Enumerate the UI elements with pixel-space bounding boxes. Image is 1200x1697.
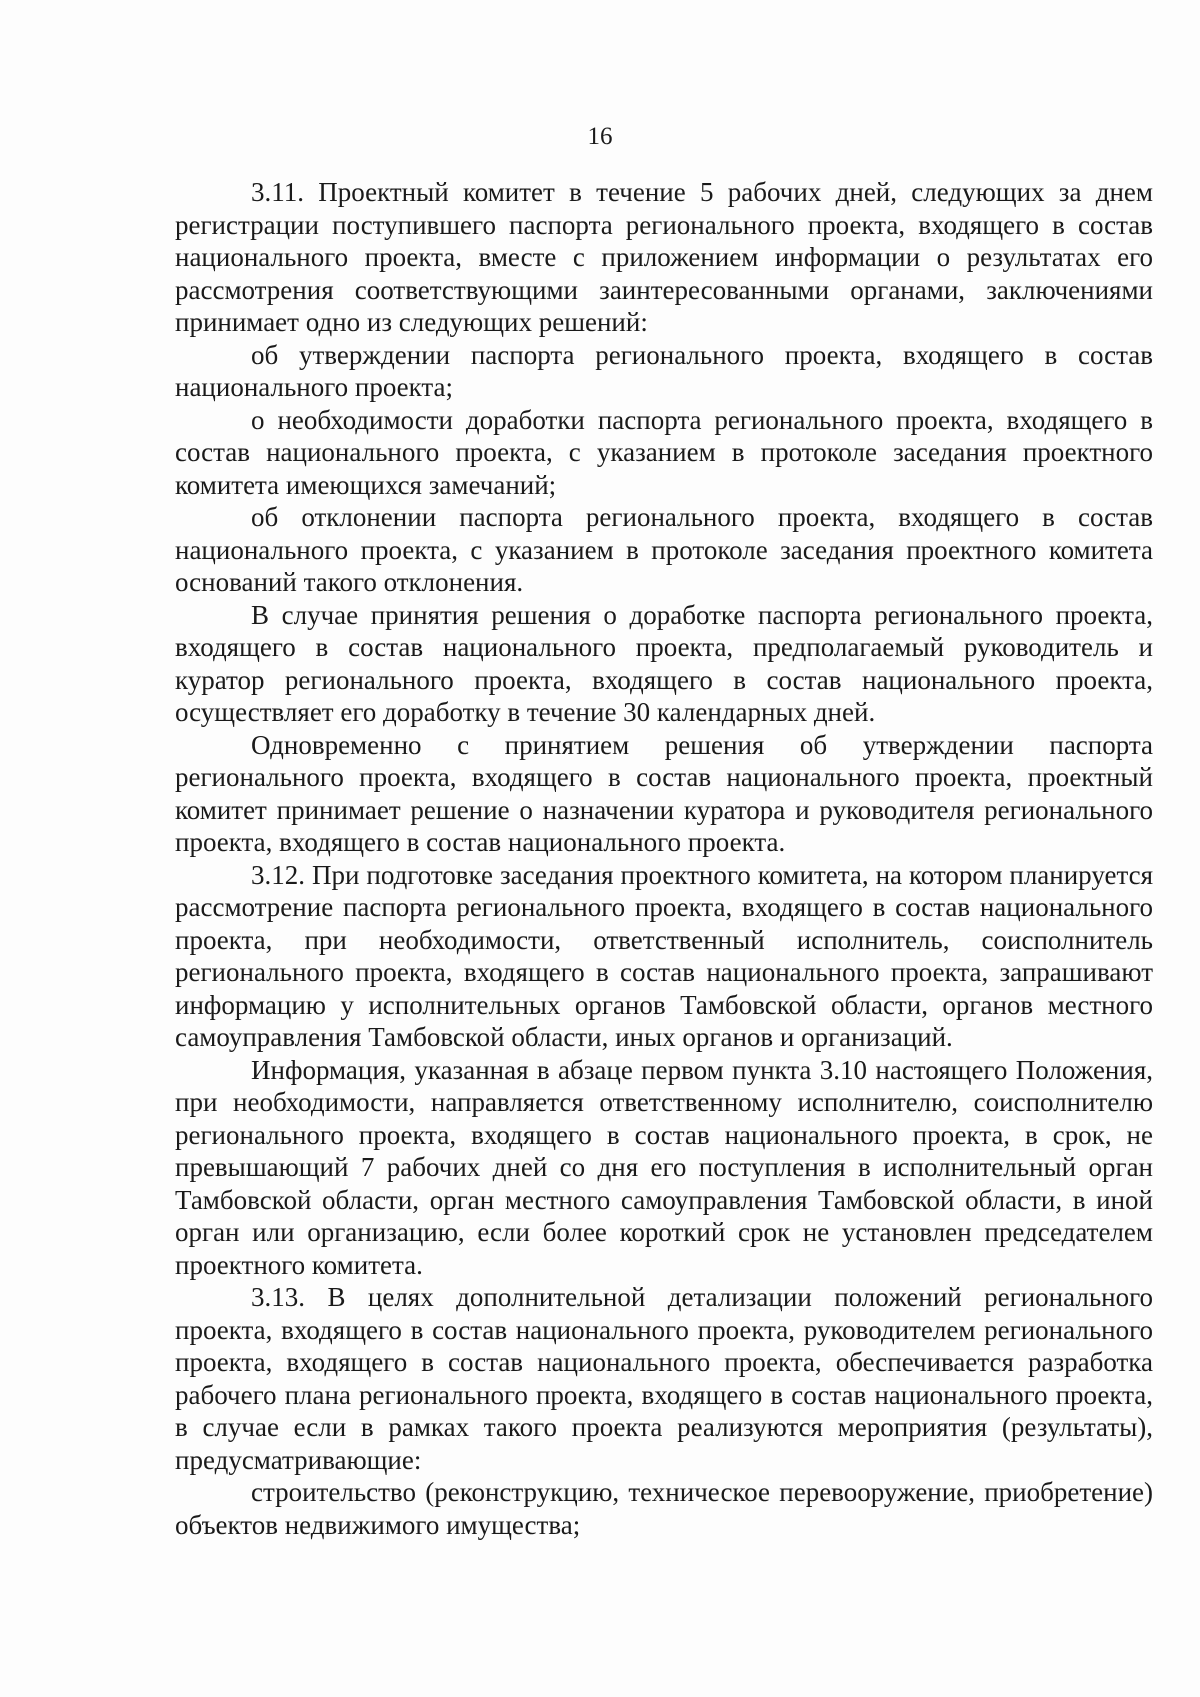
- paragraph-3-13: 3.13. В целях дополнительной детализации положений регионального проекта, входящего в состав национального проекта, руководителем регионального проекта, входящего в состав национального проекта, обеспечивается разработка рабочего плана регионального проекта, входящего в состав национального проекта, в случае если в рамках такого проекта реализуются мероприятия (результаты), предусматривающие:: [175, 1282, 1153, 1475]
- paragraph-information-deadline: Информация, указанная в абзаце первом пункта 3.10 настоящего Положения, при необходимости, направляется ответственному исполнителю, соисполнителю регионального проекта, входящего в состав национального проекта, в срок, не превышающий 7 рабочих дней со дня его поступления в исполнительный орган Тамбовской области, орган местного самоуправления Тамбовской области, в иной орган или организацию, если более короткий срок не установлен председателем проектного комитета.: [175, 1054, 1153, 1280]
- paragraph-3-11: 3.11. Проектный комитет в течение 5 рабочих дней, следующих за днем регистрации поступившего паспорта регионального проекта, входящего в состав национального проекта, вместе с приложением информации о результатах его рассмотрения соответствующими заинтересованными органами, заключениями принимает одно из следующих решений:: [175, 177, 1153, 337]
- paragraph-revision-option: о необходимости доработки паспорта регионального проекта, входящего в состав национального проекта, с указанием в протоколе заседания проектного комитета имеющихся замечаний;: [175, 404, 1153, 500]
- document-body: [175, 176, 1153, 1541]
- paragraph-rejection-option: об отклонении паспорта регионального проекта, входящего в состав национального проекта, с указанием в протоколе заседания проектного комитета оснований такого отклонения.: [175, 502, 1153, 597]
- paragraph-3-12: 3.12. При подготовке заседания проектного комитета, на котором планируется рассмотрение паспорта регионального проекта, входящего в состав национального проекта, при необходимости, ответственный исполнитель, соисполнитель регионального проекта, входящего в состав национального проекта, запрашивают информацию у исполнительных органов Тамбовской области, органов местного самоуправления Тамбовской области, иных органов и организаций.: [175, 859, 1153, 1052]
- paragraph-approval-option: об утверждении паспорта регионального проекта, входящего в состав национального проекта;: [175, 339, 1153, 402]
- paragraph-construction-item: строительство (реконструкцию, техническое перевооружение, приобретение) объектов недвижимого имущества;: [175, 1477, 1153, 1540]
- paragraph-revision-deadline: В случае принятия решения о доработке паспорта регионального проекта, входящего в состав национального проекта, предполагаемый руководитель и куратор регионального проекта, входящего в состав национального проекта, осуществляет его доработку в течение 30 календарных дней.: [175, 599, 1153, 727]
- page-number: 16: [587, 123, 613, 150]
- paragraph-curator-appointment: Одновременно с принятием решения об утверждении паспорта регионального проекта, входящего в состав национального проекта, проектный комитет принимает решение о назначении куратора и руководителя регионального проекта, входящего в состав национального проекта.: [175, 729, 1153, 857]
